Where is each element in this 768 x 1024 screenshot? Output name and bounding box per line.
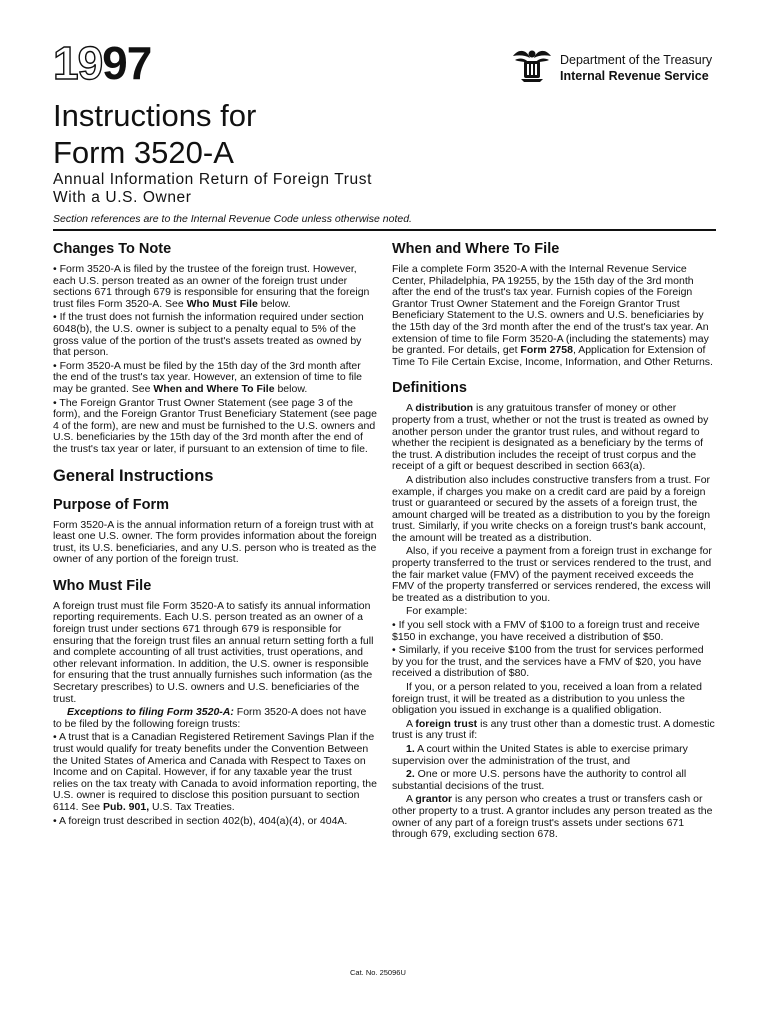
who-must-file-paragraph: A foreign trust must file Form 3520-A to satisfy its annual information reporting requirements. Each U.S. person treated as an owner of a foreign trust under sections 671 through 679 is responsible for ensuring that the foreign trust files an annual return setting forth a full and complete accounting of all trust activities, trust operations, and other relevant information. In addition, the U.S. owner is responsible for ensuring that the trust annually furnishes such information (as the Secretary prescribes) to U.S. owners and U.S. beneficiaries of the trust.	[53, 599, 374, 705]
foreign-trust-definition: A foreign trust is any trust other than a domestic trust. A domestic trust is any trust if:	[392, 717, 715, 742]
agency-block	[560, 52, 712, 84]
general-instructions-heading: General Instructions	[53, 466, 214, 485]
purpose-heading: Purpose of Form	[53, 496, 170, 513]
changes-item: • If the trust does not furnish the information required under section 6048(b), the U.S. owner is subject to a penalty equal to 5% of the gross value of the portion of the trust's assets treated as owned by that person.	[53, 311, 364, 359]
catalog-number: Cat. No. 25096U	[350, 968, 406, 977]
exception-item: • A trust that is a Canadian Registered Retirement Savings Plan if the trust would qualify for treaty benefits under the Convention Between the United States of America and Canada with Respect to Taxes on Income and on Capital. However, if for any taxable year the trust relies on the tax treaty with Canada to avoid information reporting, the U.S. owner is required to disclose this position pursuant to section 6114. See Pub. 901, U.S. Tax Treaties.	[53, 731, 377, 813]
title-line-1: Instructions for	[53, 98, 257, 133]
domestic-trust-condition: 2. One or more U.S. persons have the authority to control all substantial decisions of the trust.	[392, 768, 687, 792]
who-must-file-heading: Who Must File	[53, 577, 152, 594]
when-where-paragraph: File a complete Form 3520-A with the Internal Revenue Service Center, Philadelphia, PA 19255, by the 15th day of the 3rd month after the end of the trust's tax year. Furnish copies of the Foreign Grantor Trust Owner Statement and the Foreign Grantor Trust Beneficiary Statement to the U.S. owners and U.S. beneficiaries by the 15th day of the 3rd month after the end of the trust's tax year. An extension of time to file Form 3520-A (including the statements) may be granted. For details, get Form 2758, Application for Extension of Time To File Certain Excise, Income, Information, and Other Returns.	[392, 263, 713, 368]
example-item: • If you sell stock with a FMV of $100 to a foreign trust and receive $150 in exchange, you have received a distribution of $50.	[392, 619, 700, 643]
department-name: Department of the Treasury	[560, 53, 713, 67]
changes-item: • Form 3520-A is filed by the trustee of the foreign trust. However, each U.S. person treated as an owner of the foreign trust under sections 671 through 679 is responsible for ensuring that the foreign trust files Form 3520-A. See Who Must File below.	[53, 263, 370, 310]
term-grantor: grantor	[415, 793, 453, 806]
term-foreign-trust: foreign trust	[415, 717, 478, 730]
distribution-paragraph: A distribution also includes constructive transfers from a trust. For example, if charges you make on a credit card are paid by a foreign trust or guaranteed or secured by the assets of a foreign trust, the amount charged will be treated as a distribution to you by the foreign trust. Similarly, if you write checks on a foreign trust's bank account, the amount will be treated as a distribution.	[392, 473, 711, 544]
domestic-trust-condition: 1. A court within the United States is able to exercise primary supervision over the administration of the trust, and	[392, 742, 688, 767]
exceptions-label: Exceptions to filing Form 3520-A:	[67, 706, 234, 719]
distribution-paragraph: Also, if you receive a payment from a foreign trust in exchange for property transferred to the trust or services rendered to the trust, and the fair market value (FMV) of the payment received exceeds the FMV of the property transferred or services rendered, the excess will be treated as a distribution to you.	[392, 545, 712, 604]
exception-item: • A foreign trust described in section 402(b), 404(a)(4), or 404A.	[53, 814, 348, 827]
when-where-heading: When and Where To File	[392, 241, 560, 257]
form-2758-ref: Form 2758	[520, 344, 573, 357]
term-distribution: distribution	[415, 402, 474, 415]
when-where-ref: When and Where To File	[153, 382, 275, 395]
changes-item: • Form 3520-A must be filed by the 15th day of the 3rd month after the end of the trust's tax year. However, an extension of time to file may be granted. See When and Where To File below.	[53, 359, 363, 395]
definitions-heading: Definitions	[392, 380, 467, 397]
title-line-2: Form 3520-A	[53, 135, 234, 170]
example-item: • Similarly, if you receive $100 from the trust for services performed by you for the trust, and the services have a FMV of $20, you have received a distribution of $80.	[392, 644, 704, 680]
document-title	[53, 97, 256, 171]
year-outline-digits: 19	[53, 37, 103, 89]
pub-901-ref: Pub. 901,	[103, 800, 150, 813]
irs-eagle-logo-icon	[511, 46, 553, 82]
left-column	[53, 241, 377, 829]
loan-paragraph: If you, or a person related to you, received a loan from a related foreign trust, it will be treated as a distribution to you unless the obligation you issued in exchange is a qualified obligation.	[392, 681, 702, 717]
subtitle-line-2: With a U.S. Owner	[53, 189, 192, 206]
who-must-file-ref: Who Must File	[186, 297, 258, 310]
document-subtitle	[53, 171, 372, 207]
header-divider	[53, 229, 716, 231]
purpose-paragraph: Form 3520-A is the annual information return of a foreign trust with at least one U.S. owner. The form provides information about the foreign trust, its U.S. beneficiaries, and any U.S. person who is treated as the owner of any portion of the foreign trust.	[53, 518, 377, 566]
changes-item: • The Foreign Grantor Trust Owner Statement (see page 3 of the form), and the Foreign Grantor Trust Beneficiary Statement (see page 4 of the form), are new and must be furnished to the U.S. owners and U.S. beneficiaries by the 15th day of the 3rd month after the end of the trust's tax year or later, if pursuant to an extension of time to file.	[53, 396, 377, 455]
year-solid-digits: 97	[102, 37, 152, 89]
grantor-definition: A grantor is any person who creates a trust or transfers cash or other property to a trust. A grantor includes any person treated as the owner of any part of a foreign trust's assets under sections 671 through 679, excluding section 678.	[392, 793, 713, 841]
example-label: For example:	[406, 605, 468, 618]
exceptions-paragraph: Exceptions to filing Form 3520-A: Form 3520-A does not have to be filed by the following foreign trusts:	[53, 706, 367, 730]
tax-year	[53, 37, 152, 89]
service-name: Internal Revenue Service	[560, 69, 709, 83]
section-references-note: Section references are to the Internal Revenue Code unless otherwise noted.	[53, 213, 412, 225]
right-column	[392, 241, 716, 843]
changes-heading: Changes To Note	[53, 241, 172, 257]
distribution-definition: A distribution is any gratuitous transfer of money or other property from a trust, whether or not the trust is treated as owned by another person under the grantor trust rules, and without regard to whether the recipient is designated as a beneficiary by the terms of the trust. A distribution includes the receipt of trust corpus and the receipt of a gift or bequest described in section 663(a).	[392, 402, 709, 473]
subtitle-line-1: Annual Information Return of Foreign Trust	[53, 171, 372, 188]
